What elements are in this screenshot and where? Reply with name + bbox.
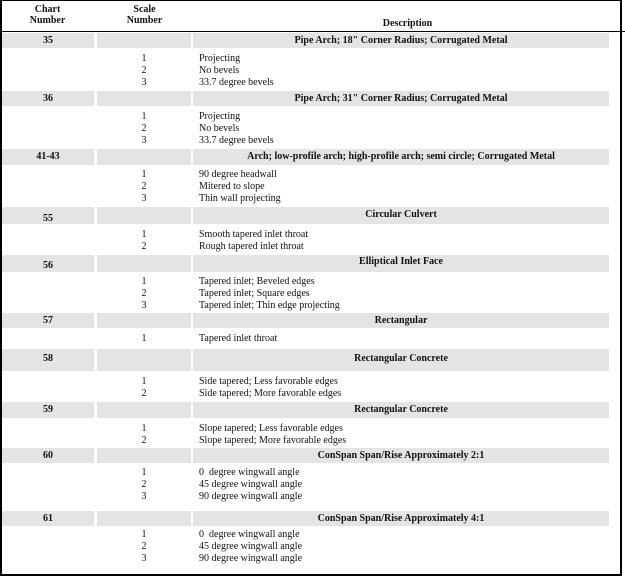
group-title: Pipe Arch; 31" Corner Radius; Corrugated Metal — [294, 93, 508, 104]
scale-number: 2 — [141, 435, 147, 446]
scale-number: 3 — [141, 135, 147, 146]
table-row — [0, 376, 622, 388]
group-title: Rectangular — [374, 315, 428, 326]
item-description: Side tapered; More favorable edges — [199, 388, 342, 399]
group-title: Rectangular Concrete — [354, 404, 448, 415]
table-row — [0, 491, 622, 503]
chart-number: 61 — [43, 513, 53, 524]
table-row — [0, 529, 622, 541]
item-description: No bevels — [199, 123, 240, 134]
group-header-row — [0, 207, 622, 224]
group-cell — [97, 149, 191, 165]
scale-number: 3 — [141, 300, 147, 311]
scale-number: 2 — [141, 181, 147, 192]
scale-number: 2 — [141, 123, 147, 134]
group-header-row — [0, 349, 622, 371]
scale-number: 3 — [141, 491, 147, 502]
group-cell — [97, 313, 191, 328]
group-title: Circular Culvert — [365, 209, 437, 220]
group-title: Rectangular Concrete — [354, 353, 448, 364]
item-description: Projecting — [199, 53, 241, 64]
scale-number: 2 — [141, 388, 147, 399]
group-cell — [97, 33, 191, 48]
item-description: Tapered inlet throat — [199, 333, 278, 344]
item-description: 90 degree wingwall angle — [199, 491, 303, 502]
chart-number: 35 — [43, 35, 53, 46]
chart-number: 41-43 — [36, 151, 60, 162]
group-items — [0, 229, 622, 253]
item-description: Slope tapered; More favorable edges — [199, 435, 347, 446]
item-description: 0 degree wingwall angle — [199, 467, 300, 478]
group-header-row — [0, 511, 622, 526]
item-description: Rough tapered inlet throat — [199, 241, 304, 252]
group-items — [0, 53, 622, 89]
table-row — [0, 333, 622, 345]
group-title: ConSpan Span/Rise Approximately 2:1 — [317, 450, 485, 461]
scale-number: 3 — [141, 553, 147, 564]
group-cell — [97, 402, 191, 418]
chart-number: 58 — [43, 353, 53, 364]
item-description: Slope tapered; Less favorable edges — [199, 423, 343, 434]
scale-number: 1 — [141, 333, 147, 344]
scale-number: 1 — [141, 376, 147, 387]
scale-number: 3 — [141, 193, 147, 204]
scale-number: 1 — [141, 529, 147, 540]
item-description: 33.7 degree bevels — [199, 77, 274, 88]
chart-number: 36 — [43, 93, 53, 104]
scale-number: 2 — [141, 479, 147, 490]
group-title: ConSpan Span/Rise Approximately 4:1 — [317, 513, 485, 524]
group-items — [0, 467, 622, 503]
table-row — [0, 193, 622, 205]
header-scale-number — [96, 4, 193, 26]
group-items — [0, 376, 622, 400]
item-description: Projecting — [199, 111, 241, 122]
item-description: Tapered inlet; Thin edge projecting — [199, 300, 340, 311]
chart-number: 60 — [43, 450, 53, 461]
group-title: Elliptical Inlet Face — [359, 256, 443, 267]
header-scale-line1: Scale — [133, 4, 156, 15]
item-description: Mitered to slope — [199, 181, 265, 192]
table-row — [0, 541, 622, 553]
group-items — [0, 276, 622, 312]
item-description: 45 degree wingwall angle — [199, 479, 303, 490]
header-chart-number — [0, 4, 95, 26]
table-row — [0, 553, 622, 565]
table-row — [0, 479, 622, 491]
table-row — [0, 388, 622, 400]
group-cell — [97, 255, 191, 272]
group-cell — [97, 448, 191, 463]
chart-number: 56 — [43, 260, 53, 271]
group-header-row — [0, 33, 622, 48]
table-row — [0, 53, 622, 65]
item-description: 90 degree wingwall angle — [199, 553, 303, 564]
table-row — [0, 181, 622, 193]
group-header-row — [0, 448, 622, 463]
table-row — [0, 77, 622, 89]
chart-number: 55 — [43, 213, 53, 224]
group-cell — [97, 511, 191, 526]
group-cell — [97, 91, 191, 106]
scale-number: 1 — [141, 467, 147, 478]
scale-number: 1 — [141, 229, 147, 240]
group-header-row — [0, 149, 622, 165]
scale-number: 2 — [141, 241, 147, 252]
group-items — [0, 169, 622, 205]
scale-number: 1 — [141, 111, 147, 122]
scale-number: 3 — [141, 77, 147, 88]
scale-number: 1 — [141, 53, 147, 64]
table-row — [0, 423, 622, 435]
header-description: Description — [382, 18, 433, 29]
group-title: Pipe Arch; 18" Corner Radius; Corrugated Metal — [294, 35, 508, 46]
group-items — [0, 529, 622, 565]
item-description: 45 degree wingwall angle — [199, 541, 303, 552]
chart-number: 59 — [43, 404, 53, 415]
header-chart-line1: Chart — [34, 4, 61, 15]
table-row — [0, 135, 622, 147]
group-header-row — [0, 402, 622, 418]
table-row — [0, 123, 622, 135]
item-description: Tapered inlet; Square edges — [199, 288, 310, 299]
item-description: No bevels — [199, 65, 240, 76]
table-row — [0, 300, 622, 312]
table-row — [0, 288, 622, 300]
header-scale-line2: Number — [126, 15, 163, 26]
group-header-row — [0, 91, 622, 106]
item-description: Smooth tapered inlet throat — [199, 229, 309, 240]
item-description: Thin wall projecting — [199, 193, 281, 204]
group-header-row — [0, 255, 622, 272]
table-row — [0, 467, 622, 479]
scale-number: 1 — [141, 276, 147, 287]
table-row — [0, 241, 622, 253]
item-description: 33.7 degree bevels — [199, 135, 274, 146]
group-cell — [97, 349, 191, 371]
item-description: Tapered inlet; Beveled edges — [199, 276, 315, 287]
group-items — [0, 423, 622, 447]
scale-number: 2 — [141, 288, 147, 299]
scale-number: 2 — [141, 541, 147, 552]
table-row — [0, 169, 622, 181]
item-description: Side tapered; Less favorable edges — [199, 376, 338, 387]
table-row — [0, 435, 622, 447]
group-items — [0, 111, 622, 147]
item-description: 90 degree headwall — [199, 169, 277, 180]
table-row — [0, 65, 622, 77]
item-description: 0 degree wingwall angle — [199, 529, 300, 540]
group-title: Arch; low-profile arch; high-profile arch; semi circle; Corrugated Metal — [247, 151, 555, 162]
chart-number: 57 — [43, 315, 53, 326]
group-cell — [97, 207, 191, 224]
scale-number: 1 — [141, 169, 147, 180]
header-chart-line2: Number — [29, 15, 66, 26]
table-row — [0, 229, 622, 241]
table-row — [0, 276, 622, 288]
group-items — [0, 333, 622, 345]
scale-number: 1 — [141, 423, 147, 434]
scale-number: 2 — [141, 65, 147, 76]
table-row — [0, 111, 622, 123]
table-header — [0, 0, 625, 32]
group-header-row — [0, 313, 622, 328]
